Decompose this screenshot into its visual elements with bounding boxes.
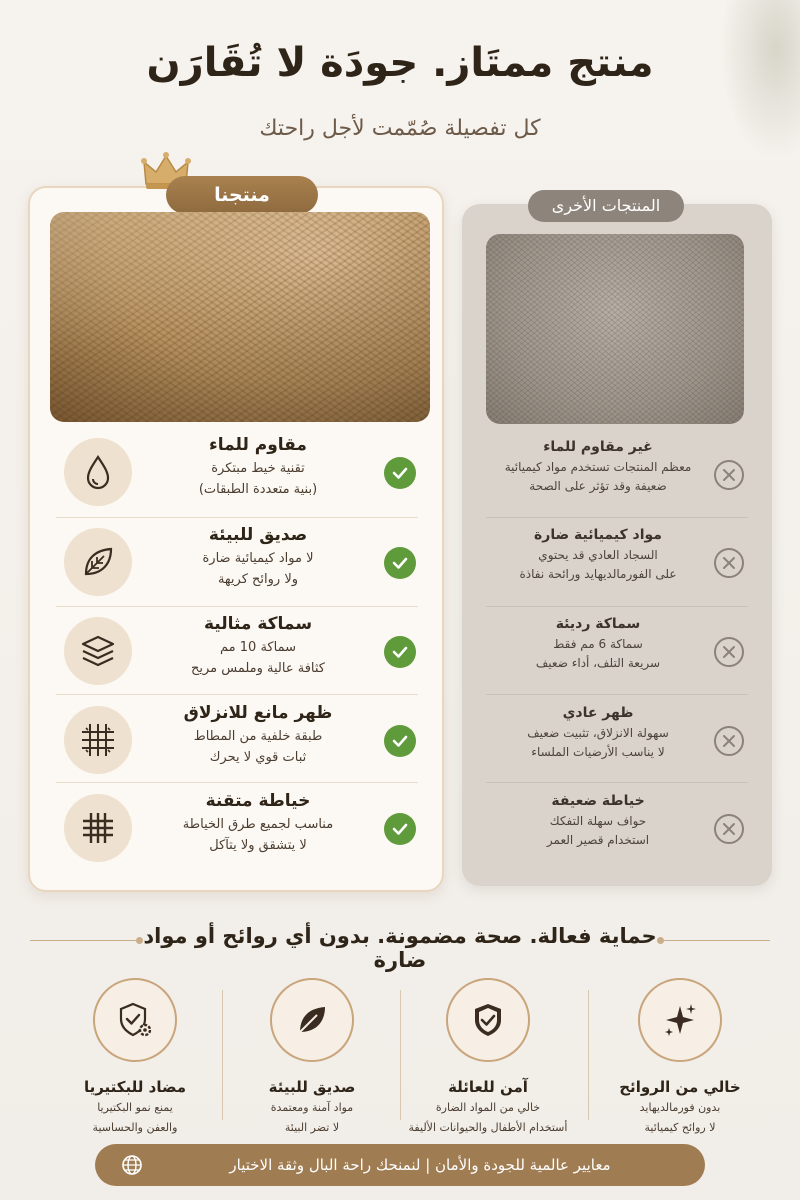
check-icon — [384, 457, 416, 489]
section-divider — [660, 940, 770, 941]
feature-line: لا يتشقق ولا يتآكل — [209, 838, 307, 853]
stitching-icon — [64, 794, 132, 862]
x-mark-icon — [714, 814, 744, 844]
feature-line: سريعة التلف، أداء ضعيف — [535, 656, 661, 670]
other-carpet-texture-image — [486, 234, 744, 424]
feature-line: ولا روائح كريهة — [217, 572, 299, 587]
feature-title: سماكة رديئة — [555, 616, 641, 632]
other-feature-row — [486, 607, 756, 693]
feature-line: (بنية متعددة الطبقات) — [198, 482, 318, 497]
feature-line: مناسب لجميع طرق الخياطة — [182, 817, 334, 832]
feature-line: استخدام قصير العمر — [546, 833, 650, 847]
benefit-title: آمن للعائلة — [448, 1078, 528, 1096]
row-divider — [56, 782, 418, 783]
benefit-divider — [588, 990, 589, 1120]
feature-line: لا يناسب الأرضيات الملساء — [531, 745, 665, 759]
check-icon — [384, 636, 416, 668]
feature-title: مقاوم للماء — [209, 435, 307, 455]
row-divider — [486, 782, 748, 783]
feature-title: غير مقاوم للماء — [543, 439, 653, 455]
footer-banner — [95, 1144, 705, 1186]
feature-line: تقنية خيط مبتكرة — [211, 461, 305, 476]
our-feature-row — [50, 518, 418, 604]
our-feature-row — [50, 428, 418, 514]
feature-title: خياطة متقنة — [205, 791, 311, 811]
feature-line: حواف سهلة التفكك — [549, 814, 647, 828]
feature-line: على الفورمالديهايد ورائحة نفاذة — [519, 567, 677, 581]
globe-icon — [121, 1154, 143, 1176]
benefit-title: خالي من الروائح — [619, 1078, 741, 1096]
benefit-divider — [222, 990, 223, 1120]
benefit-divider — [400, 990, 401, 1120]
benefit-item — [403, 978, 573, 1138]
x-mark-icon — [714, 637, 744, 667]
check-icon — [384, 813, 416, 845]
benefit-item — [50, 978, 220, 1138]
benefit-item — [227, 978, 397, 1138]
shield-check-icon — [446, 978, 530, 1062]
benefits-heading: حماية فعالة. صحة مضمونة. بدون أي روائح أو مواد ضارة — [143, 924, 657, 972]
our-feature-row — [50, 696, 418, 782]
benefit-line: مواد آمنة ومعتمدة — [270, 1101, 354, 1114]
feature-line: معظم المنتجات تستخدم مواد كيميائية — [504, 460, 692, 474]
other-feature-row — [486, 696, 756, 782]
feature-line: سماكة 6 مم فقط — [553, 637, 643, 651]
x-mark-icon — [714, 548, 744, 578]
section-divider — [30, 940, 140, 941]
benefit-title: مضاد للبكتيريا — [83, 1078, 187, 1096]
water-drop-icon — [64, 438, 132, 506]
our-product-tag: منتجنا — [166, 176, 318, 214]
page-subtitle: كل تفصيلة صُمّمت لأجل راحتك — [259, 116, 541, 141]
row-divider — [486, 694, 748, 695]
benefit-line: خالي من المواد الضارة — [435, 1101, 541, 1114]
feature-title: مواد كيميائية ضارة — [534, 527, 662, 543]
feature-line: طبقة خلفية من المطاط — [193, 729, 323, 744]
feature-title: ظهر عادي — [562, 705, 634, 721]
benefit-line: لا تضر البيئة — [284, 1121, 340, 1134]
other-products-tag: المنتجات الأخرى — [528, 190, 684, 222]
sparkle-icon — [638, 978, 722, 1062]
check-icon — [384, 725, 416, 757]
benefit-line: لا روائح كيميائية — [644, 1121, 716, 1134]
layers-icon — [64, 617, 132, 685]
other-feature-row — [486, 784, 756, 870]
feature-line: لا مواد كيميائية ضارة — [202, 551, 314, 566]
footer-text: معايير عالمية للجودة والأمان | لنمنحك راحة البال وثقة الاختيار — [229, 1156, 611, 1174]
row-divider — [56, 694, 418, 695]
feature-line: سماكة 10 مم — [220, 640, 296, 655]
leaf-icon — [270, 978, 354, 1062]
benefit-line: أستخدام الأطفال والحيوانات الأليفة — [408, 1121, 568, 1134]
check-icon — [384, 547, 416, 579]
leaf-icon — [64, 528, 132, 596]
other-feature-row — [486, 430, 756, 516]
other-feature-row — [486, 518, 756, 604]
feature-title: صديق للبيئة — [208, 525, 308, 545]
feature-title: ظهر مانع للانزلاق — [183, 703, 333, 723]
x-mark-icon — [714, 460, 744, 490]
feature-line: سهولة الانزلاق، تثبيت ضعيف — [527, 726, 669, 740]
shield-gear-icon — [93, 978, 177, 1062]
feature-title: سماكة مثالية — [203, 614, 313, 634]
feature-line: كثافة عالية وملمس مريح — [190, 661, 325, 676]
our-carpet-texture-image — [50, 212, 430, 422]
benefit-title: صديق للبيئة — [268, 1078, 356, 1096]
page-title: منتج ممتَاز. جودَة لا تُقَارَن — [146, 40, 654, 86]
feature-line: السجاد العادي قد يحتوي — [538, 548, 658, 562]
feature-line: ضعيفة وقد تؤثر على الصحة — [529, 479, 667, 493]
benefit-line: والعفن والحساسية — [92, 1121, 178, 1134]
x-mark-icon — [714, 726, 744, 756]
our-feature-row — [50, 784, 418, 870]
benefit-line: يمنع نمو البكتيريا — [97, 1101, 173, 1114]
benefit-line: بدون فورمالديهايد — [639, 1101, 721, 1114]
our-feature-row — [50, 607, 418, 693]
feature-line: ثبات قوي لا يحرك — [209, 750, 307, 765]
grid-backing-icon — [64, 706, 132, 774]
feature-title: خياطة ضعيفة — [551, 793, 645, 809]
benefit-item — [595, 978, 765, 1138]
